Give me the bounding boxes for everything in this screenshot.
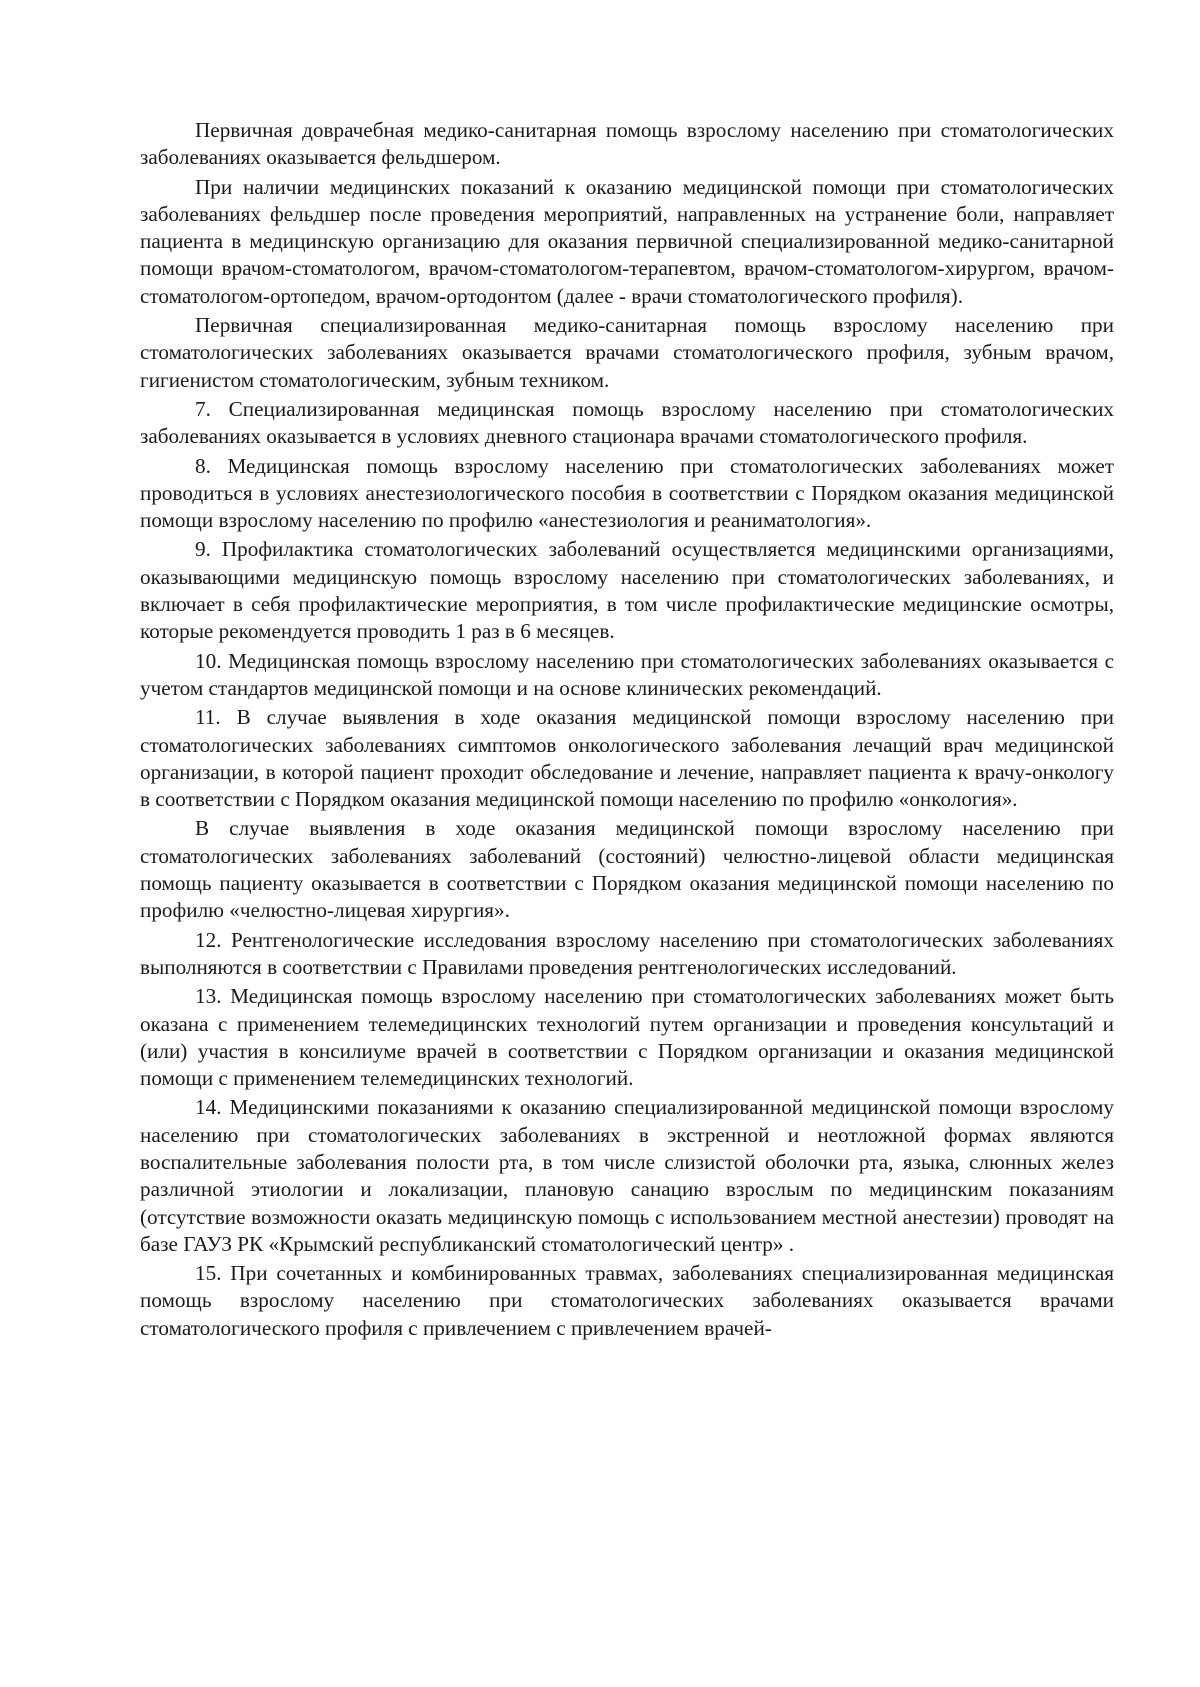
paragraph-item-11: 11. В случае выявления в ходе оказания медицинской помощи взрослому населению при стоматологических заболеваниях симптомов онкологического заболевания лечащий врач медицинской организации, в которой пациент проходит обследование и лечение, направляет пациента к врачу-онкологу в соответствии с Порядком оказания медицинской помощи населению по профилю «онкология». [140, 705, 1114, 812]
paragraph-medical-indications-referral: При наличии медицинских показаний к оказанию медицинской помощи при стоматологических заболеваниях фельдшер после проведения мероприятий, направленных на устранение боли, направляет пациента в медицинскую организацию для оказания первичной специализированной медико-санитарной помощи врачом-стоматологом, врачом-стоматологом-терапевтом, врачом-стоматологом-хирургом, врачом-стоматологом-ортопедом, врачом-ортодонтом (далее - врачи стоматологического профиля). [140, 174, 1114, 308]
paragraph-item-12: 12. Рентгенологические исследования взрослому населению при стоматологических заболеваниях выполняются в соответствии с Правилами проведения рентгенологических исследований. [140, 927, 1114, 979]
paragraph-item-15: 15. При сочетанных и комбинированных травмах, заболеваниях специализированная медицинская помощь взрослому населению при стоматологических заболеваниях оказывается врачами стоматологического профиля с привлечением с привлечением врачей- [140, 1261, 1114, 1340]
paragraph-item-14: 14. Медицинскими показаниями к оказанию специализированной медицинской помощи взрослому населению при стоматологических заболеваниях в экстренной и неотложной формах являются воспалительные заболевания полости рта, в том числе слизистой оболочки рта, языка, слюнных желез различной этиологии и локализации, плановую санацию взрослым по медицинским показаниям (отсутствие возможности оказать медицинскую помощь с использованием местной анестезии) проводят на базе ГАУЗ РК «Крымский республиканский стоматологический центр» . [140, 1095, 1114, 1256]
paragraph-primary-specialized: Первичная специализированная медико-санитарная помощь взрослому населению при стоматологических заболеваниях оказывается врачами стоматологического профиля, зубным врачом, гигиенистом стоматологическим, зубным техником. [140, 313, 1114, 392]
paragraph-primary-prehospital: Первичная доврачебная медико-санитарная помощь взрослому населению при стоматологических заболеваниях оказывается фельдшером. [140, 118, 1114, 170]
paragraph-item-13: 13. Медицинская помощь взрослому населению при стоматологических заболеваниях может быть оказана с применением телемедицинских технологий путем организации и проведения консультаций и (или) участия в консилиуме врачей в соответствии с Порядком организации и оказания медицинской помощи с применением телемедицинских технологий. [140, 984, 1114, 1091]
paragraph-item-8: 8. Медицинская помощь взрослому населению при стоматологических заболеваниях может проводиться в условиях анестезиологического пособия в соответствии с Порядком оказания медицинской помощи взрослому населению по профилю «анестезиология и реаниматология». [140, 453, 1114, 533]
paragraph-item-10: 10. Медицинская помощь взрослому населению при стоматологических заболеваниях оказывается с учетом стандартов медицинской помощи и на основе клинических рекомендаций. [140, 648, 1114, 700]
paragraph-maxillofacial: В случае выявления в ходе оказания медицинской помощи взрослому населению при стоматологических заболеваниях заболеваний (состояний) челюстно-лицевой области медицинская помощь пациенту оказывается в соответствии с Порядком оказания медицинской помощи населению по профилю «челюстно-лицевая хирургия». [140, 816, 1114, 923]
paragraph-item-9: 9. Профилактика стоматологических заболеваний осуществляется медицинскими организациями, оказывающими медицинскую помощь взрослому населению при стоматологических заболеваниях, и включает в себя профилактические мероприятия, в том числе профилактические медицинские осмотры, которые рекомендуется проводить 1 раз в 6 месяцев. [140, 537, 1114, 644]
document-page [140, 117, 1114, 1344]
paragraph-item-7: 7. Специализированная медицинская помощь взрослому населению при стоматологических заболеваниях оказывается в условиях дневного стационара врачами стоматологического профиля. [140, 396, 1114, 449]
